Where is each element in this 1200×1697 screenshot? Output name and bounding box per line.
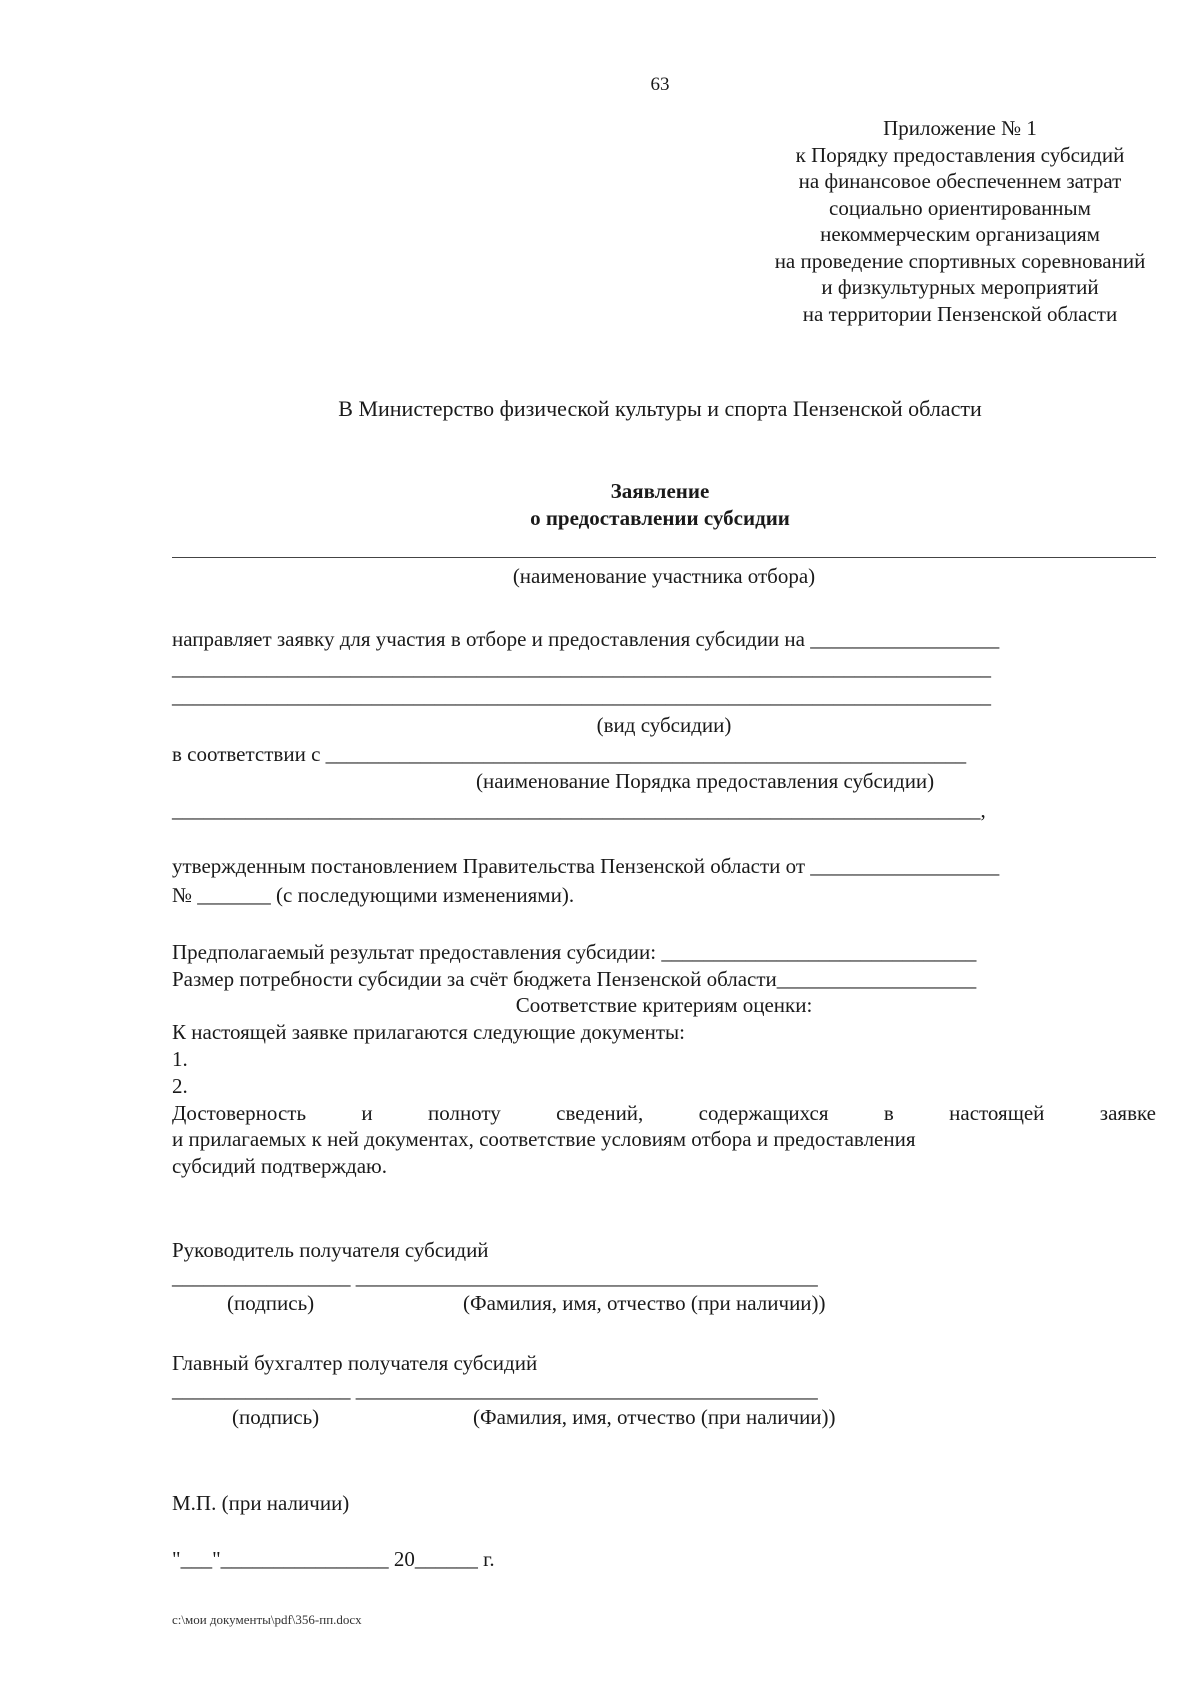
subsidy-type-caption: (вид субсидии) [596,713,732,737]
appendix-line: на территории Пензенской области [802,301,1118,326]
document-title [0,478,1200,532]
title-line: Заявление [610,479,710,503]
confirmation-line-2: и прилагаемых к ней документах, соответствие условиям отбора и предоставления [172,1127,916,1151]
procedure-name-caption: (наименование Порядка предоставления субсидии) [476,769,935,793]
blank-line: ______________________________________________________________________________ [172,684,991,708]
confirmation-word: полноту [428,1101,501,1125]
file-path-footer: c:\мои документы\pdf\356-пп.docx [172,1612,362,1627]
head-fullname-caption: (Фамилия, имя, отчество (при наличии)) [463,1291,826,1315]
number-line: № _______ (с последующими изменениями). [172,883,575,907]
title-line: о предоставлении субсидии [530,506,790,530]
appendix-line: некоммерческим организациям [820,222,1100,246]
blank-line: ______________________________________________________________________________ [172,656,991,680]
appendix-line: Приложение № 1 [883,116,1037,140]
expected-result-line: Предполагаемый результат предоставления субсидии: ______________________________ [172,940,977,964]
accordance-line: в соответствии с _____________________________________________________________ [172,742,967,766]
head-signature-caption: (подпись) [227,1291,315,1315]
head-signature-blanks: _________________ ____________________________________________ [172,1265,818,1289]
participant-name-rule [172,557,1156,558]
confirmation-word: сведений, [556,1101,644,1125]
confirmation-word: в [883,1101,894,1125]
appendix-line: к Порядку предоставления субсидий [795,142,1125,167]
appendix-line: социально ориентированным [829,195,1091,220]
attachments-intro: К настоящей заявке прилагаются следующие документы: [172,1020,685,1044]
accountant-label: Главный бухгалтер получателя субсидий [172,1351,538,1375]
criteria-line: Соответствие критериям оценки: [515,993,813,1017]
appendix-line: на проведение спортивных соревнований [774,248,1146,273]
accountant-signature-blanks: _________________ ____________________________________________ [172,1378,818,1402]
head-label: Руководитель получателя субсидий [172,1238,489,1262]
approved-line: утвержденным постановлением Правительства Пензенской области от __________________ [172,854,1000,878]
attachment-item: 1. [172,1047,188,1071]
date-line: "___"________________ 20______ г. [172,1547,495,1571]
accountant-signature-caption: (подпись) [232,1405,320,1429]
confirmation-word: заявке [1099,1101,1156,1125]
page-number: 63 [650,74,670,95]
addressee: В Министерство физической культуры и спорта Пензенской области [338,396,982,421]
accountant-fullname-caption: (Фамилия, имя, отчество (при наличии)) [473,1405,836,1429]
confirmation-word: настоящей [949,1101,1045,1125]
confirmation-word: и [361,1101,373,1125]
appendix-line: на финансовое обеспеченнем затрат [798,169,1122,193]
procedure-blank-line: _____________________________________________________________________________, [172,798,986,822]
confirmation-word: содержащихся [698,1101,829,1125]
application-line: направляет заявку для участия в отборе и предоставления субсидии на __________________ [172,627,1000,651]
participant-name-caption: (наименование участника отбора) [512,564,816,588]
confirmation-line-1 [172,1100,1156,1126]
appendix-header [690,115,1200,327]
appendix-line: и физкультурных мероприятий [821,275,1099,299]
confirmation-word: Достоверность [172,1101,307,1125]
stamp-label: М.П. (при наличии) [172,1491,350,1515]
need-amount-line: Размер потребности субсидии за счёт бюджета Пензенской области___________________ [172,967,977,991]
attachment-item: 2. [172,1074,188,1098]
confirmation-line-3: субсидий подтверждаю. [172,1154,387,1178]
